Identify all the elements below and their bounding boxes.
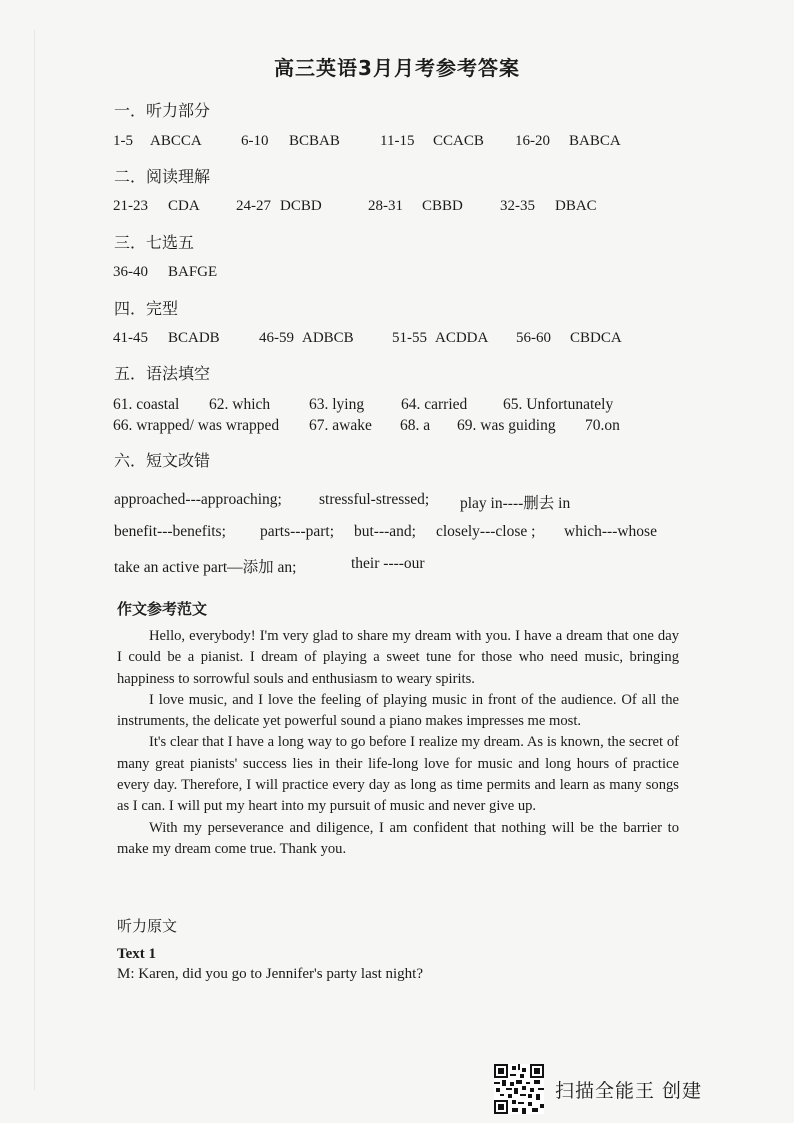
scanner-app-label: 扫描全能王 创建	[555, 1080, 703, 1102]
grammar-item-70: 70.on	[585, 417, 620, 434]
cloze-range-1: 41-45	[113, 330, 148, 346]
listening-answers-2: BCBAB	[289, 133, 340, 149]
reading-answers-1: CDA	[168, 198, 200, 214]
essay-paragraph-3: It's clear that I have a long way to go before I realize my dream. As is known, the secret of many great pianists' success lies in their life-long love for music and long hours of practice every day. Therefore, I will practice every day as long as time permits and learn as many songs as I can. I will put my heart into my pursuit of music and never give up.	[117, 734, 679, 815]
reading-range-2: 24-27	[236, 198, 271, 214]
correction-item-6: but---and;	[354, 523, 416, 540]
essay-body	[117, 626, 679, 860]
reading-answers-4: DBAC	[555, 198, 597, 214]
correction-item-3: play in----删去 in	[460, 495, 571, 512]
reading-range-1: 21-23	[113, 198, 148, 214]
cloze-range-3: 51-55	[392, 330, 427, 346]
grammar-item-66: 66. wrapped/ was wrapped	[113, 417, 280, 434]
reading-range-3: 28-31	[368, 198, 403, 214]
grammar-heading: 五．语法填空	[114, 364, 211, 383]
grammar-item-68: 68. a	[400, 417, 431, 434]
listening-range-3: 11-15	[380, 133, 415, 149]
listening-heading: 一．听力部分	[114, 101, 211, 120]
correction-item-5: parts---part;	[260, 523, 335, 540]
correction-item-4: benefit---benefits;	[114, 523, 226, 540]
grammar-item-65: 65. Unfortunately	[503, 396, 614, 413]
correction-item-9: take an active part—添加 an;	[114, 559, 297, 576]
cloze-answers-3: ACDDA	[435, 330, 489, 346]
listening-answers-1: ABCCA	[150, 133, 202, 149]
correction-heading: 六．短文改错	[114, 451, 211, 470]
listening-answers-3: CCACB	[433, 133, 484, 149]
reading-answers-2: DCBD	[280, 198, 322, 214]
listening-range-1: 1-5	[113, 133, 133, 149]
correction-item-1: approached---approaching;	[114, 491, 282, 508]
transcript-heading: 听力原文	[117, 917, 178, 935]
essay-paragraph-4: With my perseverance and diligence, I am confident that nothing will be the barrier to make my dream come true. Thank you.	[117, 819, 679, 857]
essay-heading: 作文参考范文	[117, 600, 208, 618]
cloze-answers-4: CBDCA	[570, 330, 622, 346]
reading-range-4: 32-35	[500, 198, 535, 214]
cloze-heading: 四．完型	[114, 299, 179, 318]
cloze-answers-2: ADBCB	[302, 330, 354, 346]
essay-paragraph-1: Hello, everybody! I'm very glad to share my dream with you. I have a dream that one day I could be a pianist. I dream of playing a sweet tune for those who need music, bringing happiness to sorrowful souls and enthusiasm to weary spirits.	[117, 628, 679, 687]
qr-code-icon	[494, 1064, 544, 1114]
scan-edge	[34, 30, 35, 1090]
grammar-item-64: 64. carried	[401, 396, 468, 413]
essay-paragraph-2: I love music, and I love the feeling of playing music in front of the audience. Of all the instruments, the delicate yet powerful sound a piano makes impresses me most.	[117, 691, 679, 730]
grammar-item-61: 61. coastal	[113, 396, 180, 413]
seven-five-answers: BAFGE	[168, 264, 218, 280]
listening-answers-4: BABCA	[569, 133, 621, 149]
correction-item-7: closely---close ;	[436, 523, 536, 540]
cloze-answers-1: BCADB	[168, 330, 220, 346]
listening-range-2: 6-10	[241, 133, 269, 149]
transcript-text-label: Text 1	[117, 946, 157, 962]
correction-item-2: stressful-stressed;	[319, 491, 430, 508]
cloze-range-4: 56-60	[516, 330, 551, 346]
reading-heading: 二．阅读理解	[114, 167, 211, 186]
reading-answers-3: CBBD	[422, 198, 463, 214]
grammar-item-69: 69. was guiding	[457, 417, 556, 434]
grammar-item-67: 67. awake	[309, 417, 372, 434]
cloze-range-2: 46-59	[259, 330, 294, 346]
grammar-item-63: 63. lying	[309, 396, 365, 413]
listening-range-4: 16-20	[515, 133, 550, 149]
page-title: 高三英语3月月考参考答案	[274, 56, 520, 80]
seven-five-range: 36-40	[113, 264, 148, 280]
grammar-item-62: 62. which	[209, 396, 271, 413]
correction-item-8: which---whose	[564, 523, 657, 540]
seven-five-heading: 三．七选五	[114, 233, 195, 252]
correction-item-10: their ----our	[351, 555, 425, 572]
transcript-line-1: M: Karen, did you go to Jennifer's party last night?	[117, 966, 423, 982]
